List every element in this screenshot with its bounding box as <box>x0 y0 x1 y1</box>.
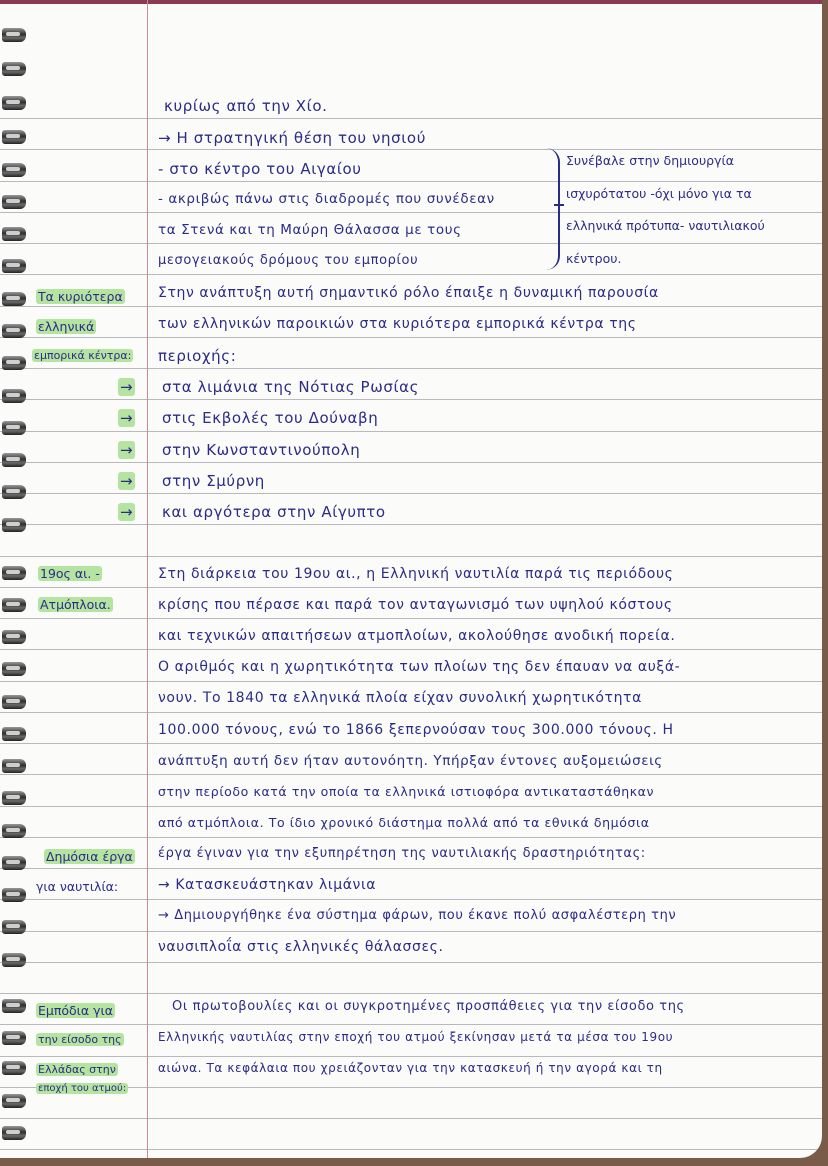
brace-bracket <box>540 148 560 270</box>
bullet-item: ναυσιπλοΐα στις ελληνικές θάλασσες. <box>158 939 444 955</box>
rule-line <box>0 837 822 838</box>
spiral-ring <box>2 888 26 902</box>
text-line: → Η στρατηγική θέση του νησιού <box>158 129 426 147</box>
rule-line <box>0 431 822 432</box>
spiral-ring <box>2 856 26 870</box>
spiral-ring <box>2 759 26 773</box>
spiral-ring <box>2 485 26 499</box>
rule-line <box>0 493 822 494</box>
spiral-ring <box>2 598 26 612</box>
bullet-item: στην Κωνσταντινούπολη <box>162 441 361 459</box>
rule-line <box>0 931 822 932</box>
rule-line <box>0 149 822 150</box>
spiral-ring <box>2 259 26 273</box>
text-line: έργα έγιναν για την εξυπηρέτηση της ναυτιλιακής δραστηριότητας: <box>158 846 646 861</box>
arrow-icon: → <box>120 472 134 490</box>
rule-line <box>0 806 822 807</box>
text-line: από ατμόπλοια. Το ίδιο χρονικό διάστημα πολλά από τα εθνικά δημόσια <box>158 815 650 830</box>
spiral-binding <box>0 0 30 1166</box>
text-line: ανάπτυξη αυτή δεν ήταν αυτονόητη. Υπήρξαν έντονες αυξομειώσεις <box>158 753 663 769</box>
rule-line <box>0 774 822 775</box>
spiral-ring <box>2 727 26 741</box>
rule-line <box>0 181 822 182</box>
text-line: και τεχνικών απαιτήσεων ατμοπλοίων, ακολούθησε ανοδική πορεία. <box>158 628 676 644</box>
spiral-ring <box>2 356 26 370</box>
spiral-ring <box>2 695 26 709</box>
spiral-ring <box>2 1126 26 1140</box>
side-label: 19ος αι. - <box>40 566 100 581</box>
rule-line <box>0 962 822 963</box>
side-label: την είσοδο της <box>38 1033 122 1046</box>
text-line: στην περίοδο κατά την οποία τα ελληνικά ιστιοφόρα αντικαταστάθηκαν <box>158 784 655 799</box>
spiral-ring <box>2 28 26 42</box>
spiral-ring <box>2 791 26 805</box>
rule-line <box>0 587 822 588</box>
text-line: - ακριβώς πάνω στις διαδρομές που συνέδεαν <box>158 191 495 207</box>
brace-note-line: ισχυρότατου -όχι μόνο για τα <box>566 186 752 201</box>
brace-note-line: Συνέβαλε στην δημιουργία <box>566 153 734 168</box>
rule-line <box>0 212 822 213</box>
side-label: Ατμόπλοια. <box>40 597 111 612</box>
rule-line <box>0 399 822 400</box>
arrow-icon: → <box>120 378 134 396</box>
spiral-ring <box>2 953 26 967</box>
side-label: Ελλάδας στην <box>38 1063 116 1076</box>
text-line: Οι πρωτοβουλίες και οι συγκροτημένες προσπάθειες για την είσοδο της <box>172 999 685 1014</box>
spiral-ring <box>2 324 26 338</box>
text-line: Ο αριθμός και η χωρητικότητα των πλοίων της δεν έπαυαν να αυξά- <box>158 659 681 675</box>
spiral-ring <box>2 824 26 838</box>
text-line: Στην ανάπτυξη αυτή σημαντικό ρόλο έπαιξε η δυναμική παρουσία <box>158 285 659 301</box>
rule-line <box>0 618 822 619</box>
spiral-ring <box>2 566 26 580</box>
brace-tip <box>554 204 564 206</box>
rule-line <box>0 1149 822 1150</box>
rule-line <box>0 712 822 713</box>
bullet-item: στην Σμύρνη <box>162 472 265 490</box>
text-line: κρίσης που πέρασε και παρά τον ανταγωνισμό των υψηλού κόστους <box>158 597 673 613</box>
rule-line <box>0 1118 822 1119</box>
text-line: νουν. Το 1840 τα ελληνικά πλοία είχαν συνολική χωρητικότητα <box>158 690 642 706</box>
side-label: εμπορικά κέντρα: <box>34 349 132 362</box>
spiral-ring <box>2 227 26 241</box>
rule-line <box>0 1056 822 1057</box>
spiral-ring <box>2 1061 26 1075</box>
rule-line <box>0 681 822 682</box>
text-line: - στο κέντρο του Αιγαίου <box>158 160 362 178</box>
spiral-ring <box>2 96 26 110</box>
bullet-item: στα λιμάνια της Νότιας Ρωσίας <box>162 378 420 396</box>
side-label: Τα κυριότερα <box>38 289 123 304</box>
brace-note-line: κέντρου. <box>566 251 622 266</box>
text-line: των ελληνικών παροικιών στα κυριότερα εμπορικά κέντρα της <box>158 316 637 332</box>
side-label: για ναυτιλία: <box>36 879 119 894</box>
spiral-ring <box>2 195 26 209</box>
arrow-icon: → <box>120 441 134 459</box>
arrow-icon: → <box>120 503 134 521</box>
rule-line <box>0 556 822 557</box>
text-line: Ελληνικής ναυτιλίας στην εποχή του ατμού ξεκίνησαν μετά τα μέσα του 19ου <box>158 1030 674 1044</box>
side-label: Εμπόδια για <box>38 1003 113 1018</box>
spiral-ring <box>2 518 26 532</box>
text-line: μεσογειακούς δρόμους του εμπορίου <box>158 253 419 268</box>
rule-line <box>0 993 822 994</box>
spiral-ring <box>2 453 26 467</box>
spiral-ring <box>2 421 26 435</box>
text-line: αιώνα. Τα κεφάλαια που χρειάζονταν για την κατασκευή ή την αγορά και τη <box>158 1061 663 1075</box>
rule-line <box>0 462 822 463</box>
bullet-item: και αργότερα στην Αίγυπτο <box>162 503 386 521</box>
side-label: εποχή του ατμού: <box>38 1083 127 1094</box>
margin-line <box>147 0 148 1158</box>
spiral-ring <box>2 630 26 644</box>
rule-line <box>0 524 822 525</box>
spiral-ring <box>2 1031 26 1045</box>
side-label: Δημόσια έργα <box>46 849 133 864</box>
arrow-icon: → <box>120 409 134 427</box>
spiral-ring <box>2 62 26 76</box>
spiral-ring <box>2 389 26 403</box>
bullet-item: → Κατασκευάστηκαν λιμάνια <box>158 877 377 893</box>
rule-line <box>0 337 822 338</box>
spiral-ring <box>2 662 26 676</box>
side-label: ελληνικά <box>38 319 95 334</box>
rule-line <box>0 274 822 275</box>
bullet-item: → Δημιουργήθηκε ένα σύστημα φάρων, που έκανε πολύ ασφαλέστερη την <box>158 908 677 923</box>
rule-line <box>0 649 822 650</box>
spiral-ring <box>2 130 26 144</box>
text-line: Στη διάρκεια του 19ου αι., η Ελληνική ναυτιλία παρά τις περιόδους <box>158 566 674 582</box>
text-line: 100.000 τόνους, ενώ το 1866 ξεπερνούσαν τους 300.000 τόνους. Η <box>158 722 674 738</box>
rule-line <box>0 243 822 244</box>
spiral-ring <box>2 999 26 1013</box>
rule-line <box>0 118 822 119</box>
rule-line <box>0 743 822 744</box>
rule-line <box>0 868 822 869</box>
bullet-item: στις Εκβολές του Δούναβη <box>162 409 379 427</box>
spiral-ring <box>2 292 26 306</box>
text-line: κυρίως από την Χίο. <box>164 97 328 115</box>
spiral-ring <box>2 1094 26 1108</box>
spiral-ring <box>2 163 26 177</box>
rule-line <box>0 1024 822 1025</box>
text-line: περιοχής: <box>158 347 237 365</box>
brace-note-line: ελληνικά πρότυπα- ναυτιλιακού <box>566 218 765 233</box>
text-line: τα Στενά και τη Μαύρη Θάλασσα με τους <box>158 222 462 238</box>
rule-line <box>0 899 822 900</box>
rule-line <box>0 368 822 369</box>
rule-line <box>0 306 822 307</box>
spiral-ring <box>2 920 26 934</box>
page-top-edge <box>0 0 822 4</box>
